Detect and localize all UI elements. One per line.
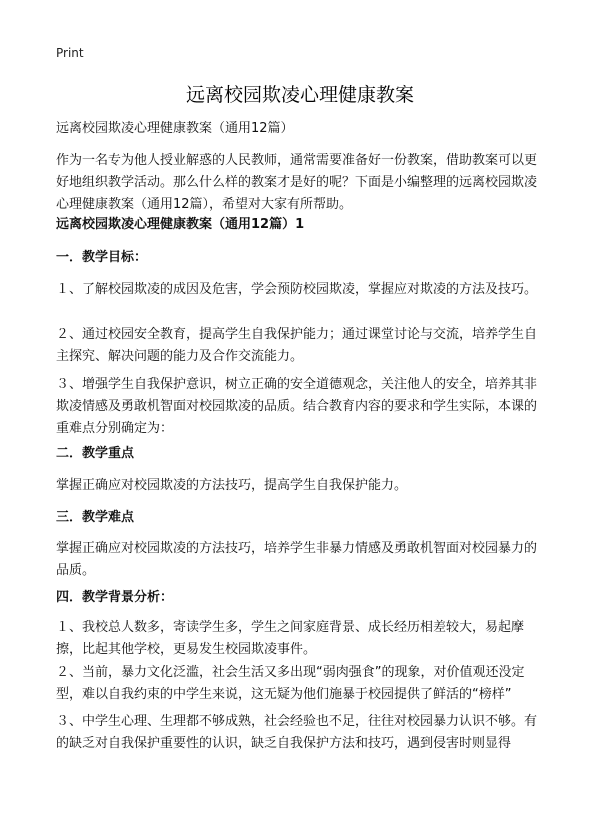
heading-difficult-points: 三．教学难点 — [56, 510, 135, 525]
goal-2: ２、通过校园安全教育，提高学生自我保护能力；通过课堂讨论与交流，培养学生自主探究、解决问题的能力及合作交流能力。 — [56, 327, 538, 364]
heading-key-points: 二．教学重点 — [56, 446, 135, 461]
goal-1: １、了解校园欺凌的成因及危害，学会预防校园欺凌，掌握应对欺凌的方法及技巧。 — [56, 282, 538, 297]
heading-teaching-goals: 一．教学目标： — [56, 250, 148, 265]
heading-background: 四．教学背景分析： — [56, 590, 174, 605]
goal-3: ３、增强学生自我保护意识，树立正确的安全道德观念，关注他人的安全，培养其非欺凌情感及勇敢机智面对校园欺凌的品质。结合教育内容的要求和学生实际，本课的重难点分别确定为： — [56, 377, 538, 436]
key-point-text: 掌握正确应对校园欺凌的方法技巧，提高学生自我保护能力。 — [56, 478, 408, 493]
subtitle: 远离校园欺凌心理健康教案（通用12篇） — [56, 121, 294, 136]
print-link[interactable]: Print — [56, 46, 84, 60]
section-title: 远离校园欺凌心理健康教案（通用12篇）1 — [56, 217, 305, 232]
background-1: １、我校总人数多，寄读学生多，学生之间家庭背景、成长经历相差较大，易起摩擦，比起其他学校，更易发生校园欺凌事件。 — [56, 620, 525, 657]
background-2: ２、当前，暴力文化泛滥，社会生活又多出现“弱肉强食”的现象，对价值观还没定型，难以自我约束的中学生来说，这无疑为他们施暴于校园提供了鲜活的“榜样” — [56, 665, 525, 702]
difficult-point-text: 掌握正确应对校园欺凌的方法技巧，培养学生非暴力情感及勇敢机智面对校园暴力的品质。 — [56, 541, 538, 578]
background-3: ３、中学生心理、生理都不够成熟，社会经验也不足，往往对校园暴力认识不够。有的缺乏对自我保护重要性的认识，缺乏自我保护方法和技巧，遇到侵害时则显得 — [56, 714, 538, 751]
page-title: 远离校园欺凌心理健康教案 — [185, 84, 414, 106]
intro-paragraph: 作为一名专为他人授业解惑的人民教师，通常需要准备好一份教案，借助教案可以更好地组织教学活动。那么什么样的教案才是好的呢？下面是小编整理的远离校园欺凌心理健康教案（通用12篇），希望对大家有所帮助。 — [56, 153, 538, 212]
